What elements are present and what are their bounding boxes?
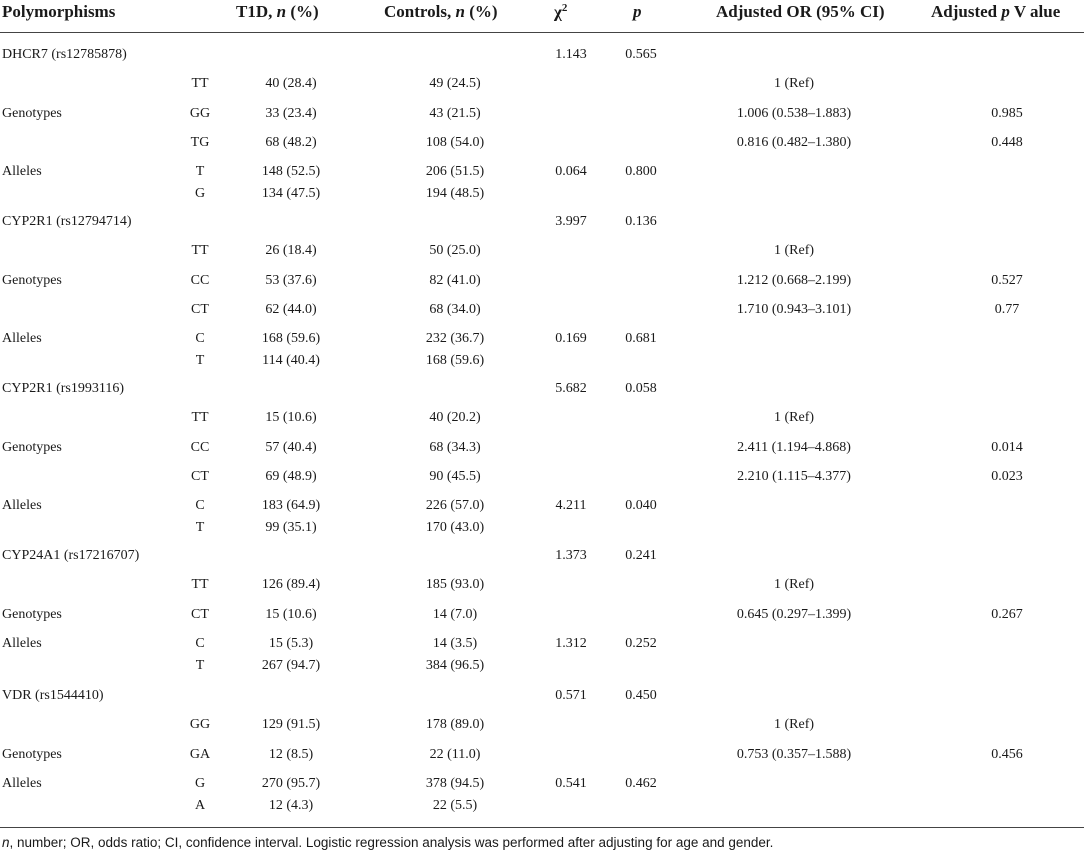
- row-adjusted-p: 0.448: [991, 135, 1023, 150]
- row-t1d: 99 (35.1): [265, 520, 317, 535]
- header-adjusted-p-p: p: [1001, 2, 1010, 21]
- header-p-label: p: [633, 2, 642, 21]
- row-allele: G: [194, 776, 206, 791]
- row-allele: TT: [191, 410, 209, 425]
- row-allele: GA: [189, 747, 211, 762]
- header-controls-n: n: [455, 2, 465, 21]
- row-allele: C: [195, 498, 205, 513]
- header-polymorphisms: [2, 2, 115, 22]
- row-t1d: 69 (48.9): [265, 469, 317, 484]
- header-chi2: [554, 2, 567, 23]
- row-allele: T: [195, 520, 205, 535]
- row-controls: 14 (3.5): [432, 636, 478, 651]
- row-group-label: Genotypes: [2, 607, 62, 622]
- row-controls: 68 (34.3): [429, 440, 481, 455]
- section-p: 0.136: [625, 214, 657, 229]
- section-p: 0.565: [625, 47, 657, 62]
- section-p: 0.450: [625, 688, 657, 703]
- row-allele: A: [194, 798, 206, 813]
- row-adjusted-or: 0.753 (0.357–1.588): [736, 747, 852, 762]
- row-controls: 22 (11.0): [429, 747, 481, 762]
- row-adjusted-or: 1 (Ref): [773, 243, 815, 258]
- row-controls: 49 (24.5): [429, 76, 481, 91]
- row-adjusted-or: 1 (Ref): [773, 76, 815, 91]
- row-t1d: 15 (10.6): [265, 410, 317, 425]
- row-controls: 108 (54.0): [425, 135, 485, 150]
- row-controls: 226 (57.0): [425, 498, 485, 513]
- row-adjusted-or: 2.210 (1.115–4.377): [737, 469, 851, 484]
- header-adjusted-p-prefix: Adjusted: [931, 2, 998, 21]
- header-controls-label: Controls,: [384, 2, 452, 21]
- row-adjusted-or: 0.645 (0.297–1.399): [736, 607, 852, 622]
- row-group-label: Genotypes: [2, 747, 62, 762]
- row-controls: 40 (20.2): [429, 410, 481, 425]
- header-t1d-label: T1D,: [236, 2, 273, 21]
- row-t1d: 148 (52.5): [261, 164, 321, 179]
- section-chi2: 3.997: [555, 214, 587, 229]
- row-adjusted-p: 0.014: [991, 440, 1023, 455]
- row-p: 0.040: [625, 498, 657, 513]
- row-controls: 22 (5.5): [432, 798, 478, 813]
- row-allele: CT: [191, 607, 209, 622]
- polymorphism-name: VDR (rs1544410): [2, 688, 104, 703]
- section-chi2: 1.143: [555, 47, 587, 62]
- row-controls: 384 (96.5): [425, 658, 485, 673]
- row-t1d: 12 (4.3): [268, 798, 314, 813]
- row-group-label: Alleles: [2, 164, 42, 179]
- row-allele: T: [195, 353, 205, 368]
- row-controls: 90 (45.5): [429, 469, 481, 484]
- header-adjusted-or: [716, 2, 885, 22]
- row-allele: TT: [191, 243, 209, 258]
- row-controls: 194 (48.5): [425, 186, 485, 201]
- row-allele: CC: [190, 273, 210, 288]
- row-allele: GG: [189, 717, 211, 732]
- row-allele: CC: [190, 440, 210, 455]
- row-adjusted-or: 1 (Ref): [773, 717, 815, 732]
- row-adjusted-or: 1.212 (0.668–2.199): [736, 273, 852, 288]
- row-chi2: 0.541: [555, 776, 587, 791]
- row-controls: 43 (21.5): [429, 106, 481, 121]
- footnote-text: , number; OR, odds ratio; CI, confidence interval. Logistic regression analysis was performed after adjusting for age and gender.: [9, 835, 774, 850]
- row-group-label: Genotypes: [2, 440, 62, 455]
- row-adjusted-p: 0.985: [991, 106, 1023, 121]
- row-t1d: 15 (5.3): [268, 636, 314, 651]
- row-t1d: 183 (64.9): [261, 498, 321, 513]
- row-controls: 50 (25.0): [429, 243, 481, 258]
- row-group-label: Genotypes: [2, 106, 62, 121]
- row-t1d: 26 (18.4): [265, 243, 317, 258]
- polymorphism-name: DHCR7 (rs12785878): [2, 47, 127, 62]
- row-allele: G: [194, 186, 206, 201]
- header-t1d-n: n: [276, 2, 287, 21]
- section-p: 0.058: [625, 381, 657, 396]
- row-chi2: 1.312: [555, 636, 587, 651]
- row-controls: 68 (34.0): [429, 302, 481, 317]
- row-t1d: 114 (40.4): [262, 353, 320, 368]
- row-allele: GG: [189, 106, 211, 121]
- row-group-label: Genotypes: [2, 273, 62, 288]
- table-bottom-divider: [0, 827, 1084, 828]
- row-p: 0.462: [625, 776, 657, 791]
- section-chi2: 1.373: [555, 548, 587, 563]
- header-t1d: [236, 2, 319, 22]
- row-allele: CT: [191, 302, 209, 317]
- row-group-label: Alleles: [2, 776, 42, 791]
- row-controls: 378 (94.5): [425, 776, 485, 791]
- row-t1d: 134 (47.5): [261, 186, 321, 201]
- row-adjusted-or: 2.411 (1.194–4.868): [737, 440, 851, 455]
- row-p: 0.252: [625, 636, 657, 651]
- row-t1d: 53 (37.6): [265, 273, 317, 288]
- header-adjusted-p: [931, 2, 1060, 22]
- row-adjusted-p: 0.77: [994, 302, 1020, 317]
- row-allele: TT: [191, 76, 209, 91]
- row-adjusted-or: 1.710 (0.943–3.101): [736, 302, 852, 317]
- row-controls: 206 (51.5): [425, 164, 485, 179]
- row-adjusted-p: 0.267: [991, 607, 1023, 622]
- polymorphism-name: CYP2R1 (rs12794714): [2, 214, 132, 229]
- row-group-label: Alleles: [2, 331, 42, 346]
- section-p: 0.241: [625, 548, 657, 563]
- row-adjusted-or: 1 (Ref): [773, 577, 815, 592]
- footnote-n: n: [2, 835, 10, 850]
- header-t1d-pct: (%): [290, 2, 319, 21]
- table-footnote: [2, 835, 773, 850]
- row-allele: T: [195, 164, 205, 179]
- row-group-label: Alleles: [2, 498, 42, 513]
- header-chi-label: χ: [554, 2, 562, 22]
- polymorphism-name: CYP24A1 (rs17216707): [2, 548, 140, 563]
- row-group-label: Alleles: [2, 636, 42, 651]
- row-allele: C: [195, 636, 205, 651]
- row-t1d: 15 (10.6): [265, 607, 317, 622]
- section-chi2: 0.571: [555, 688, 587, 703]
- row-p: 0.681: [625, 331, 657, 346]
- row-controls: 170 (43.0): [425, 520, 485, 535]
- row-t1d: 12 (8.5): [268, 747, 314, 762]
- row-allele: T: [195, 658, 205, 673]
- header-chi-sup: 2: [561, 2, 568, 14]
- row-t1d: 126 (89.4): [261, 577, 321, 592]
- row-t1d: 33 (23.4): [265, 106, 317, 121]
- row-chi2: 0.169: [555, 331, 587, 346]
- polymorphism-name: CYP2R1 (rs1993116): [2, 381, 124, 396]
- row-t1d: 40 (28.4): [265, 76, 317, 91]
- row-controls: 232 (36.7): [425, 331, 485, 346]
- row-adjusted-p: 0.023: [991, 469, 1023, 484]
- row-p: 0.800: [625, 164, 657, 179]
- row-t1d: 68 (48.2): [265, 135, 317, 150]
- row-t1d: 57 (40.4): [265, 440, 317, 455]
- row-adjusted-or: 1.006 (0.538–1.883): [736, 106, 852, 121]
- row-adjusted-p: 0.456: [991, 747, 1023, 762]
- row-controls: 185 (93.0): [425, 577, 485, 592]
- row-controls: 168 (59.6): [425, 353, 485, 368]
- row-t1d: 270 (95.7): [261, 776, 321, 791]
- row-allele: TT: [191, 577, 209, 592]
- header-controls: [384, 2, 498, 22]
- row-t1d: 267 (94.7): [261, 658, 321, 673]
- header-polymorphisms-label: Polymorphisms: [2, 2, 116, 21]
- header-controls-pct: (%): [469, 2, 498, 21]
- row-adjusted-or: 0.816 (0.482–1.380): [736, 135, 852, 150]
- row-adjusted-p: 0.527: [991, 273, 1023, 288]
- row-controls: 82 (41.0): [429, 273, 481, 288]
- row-allele: CT: [191, 469, 209, 484]
- header-adjusted-p-suffix: V alue: [1013, 2, 1061, 21]
- header-p: [633, 2, 642, 22]
- row-allele: TG: [190, 135, 210, 150]
- row-t1d: 62 (44.0): [265, 302, 317, 317]
- header-adjusted-or-label: Adjusted OR (95% CI): [716, 2, 885, 21]
- row-chi2: 4.211: [555, 498, 587, 513]
- row-t1d: 129 (91.5): [261, 717, 321, 732]
- row-t1d: 168 (59.6): [261, 331, 321, 346]
- row-adjusted-or: 1 (Ref): [773, 410, 815, 425]
- row-controls: 178 (89.0): [425, 717, 485, 732]
- header-divider: [0, 32, 1084, 33]
- section-chi2: 5.682: [555, 381, 587, 396]
- row-chi2: 0.064: [555, 164, 587, 179]
- row-allele: C: [195, 331, 205, 346]
- row-controls: 14 (7.0): [432, 607, 478, 622]
